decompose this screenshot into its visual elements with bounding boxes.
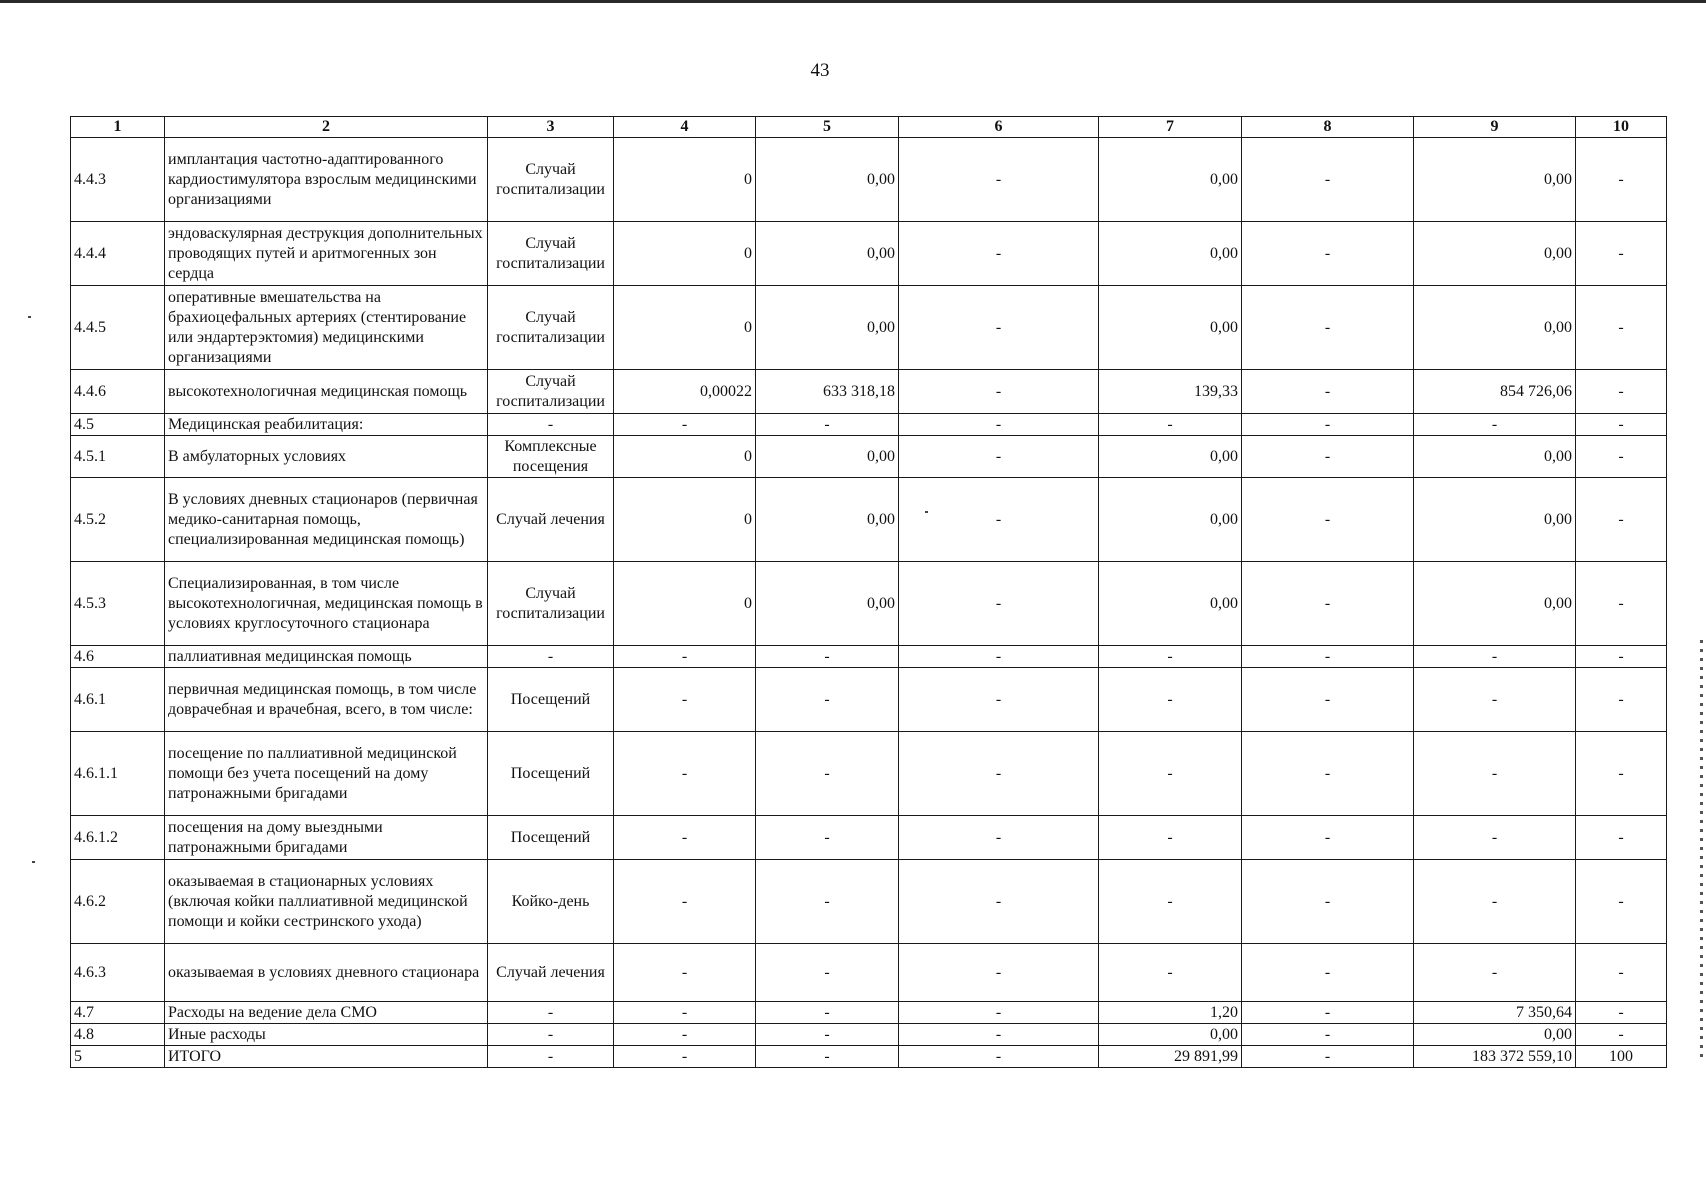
table-cell: - bbox=[614, 668, 756, 732]
table-cell: - bbox=[1242, 1024, 1414, 1046]
table-cell: - bbox=[1414, 414, 1576, 436]
table-cell: В условиях дневных стационаров (первичная медико-санитарная помощь, специализированная медицинская помощь) bbox=[165, 478, 488, 562]
table-cell: - bbox=[899, 732, 1099, 816]
table-cell: 633 318,18 bbox=[756, 370, 899, 414]
table-cell: - bbox=[756, 668, 899, 732]
table-cell: - bbox=[1414, 668, 1576, 732]
table-cell: 0,00 bbox=[1414, 286, 1576, 370]
table-cell: - bbox=[614, 1046, 756, 1068]
table-cell: оказываемая в стационарных условиях (включая койки паллиативной медицинской помощи и койки сестринского ухода) bbox=[165, 860, 488, 944]
table-cell: - bbox=[899, 860, 1099, 944]
table-cell: - bbox=[614, 1024, 756, 1046]
column-header: 7 bbox=[1099, 117, 1242, 138]
table-cell: 0,00 bbox=[756, 562, 899, 646]
table-cell: 0,00022 bbox=[614, 370, 756, 414]
table-cell: 0 bbox=[614, 436, 756, 478]
table-cell: Случай госпитализации bbox=[488, 562, 614, 646]
table-row bbox=[71, 668, 1667, 732]
table-cell: первичная медицинская помощь, в том числе доврачебная и врачебная, всего, в том числе: bbox=[165, 668, 488, 732]
scan-top-edge bbox=[0, 0, 1706, 3]
table-cell: 4.5.1 bbox=[71, 436, 165, 478]
table-row bbox=[71, 138, 1667, 222]
table-cell: - bbox=[1242, 668, 1414, 732]
table-cell: 0,00 bbox=[1414, 138, 1576, 222]
table-cell: 1,20 bbox=[1099, 1002, 1242, 1024]
page-number: 43 bbox=[810, 60, 830, 81]
table-cell: - bbox=[1099, 944, 1242, 1002]
table-cell: Случай госпитализации bbox=[488, 286, 614, 370]
table-cell: 4.8 bbox=[71, 1024, 165, 1046]
header-row bbox=[71, 117, 1667, 138]
table-cell: - bbox=[1242, 138, 1414, 222]
table-cell: - bbox=[1099, 646, 1242, 668]
table-cell: - bbox=[899, 370, 1099, 414]
table-cell: Посещений bbox=[488, 816, 614, 860]
table-cell: 0,00 bbox=[1099, 562, 1242, 646]
table-cell: - bbox=[1576, 286, 1667, 370]
table-cell: - bbox=[1576, 668, 1667, 732]
column-header: 3 bbox=[488, 117, 614, 138]
table-cell: - bbox=[1414, 646, 1576, 668]
table-cell: - bbox=[756, 646, 899, 668]
table-cell: - bbox=[1099, 414, 1242, 436]
table-cell: 183 372 559,10 bbox=[1414, 1046, 1576, 1068]
column-header: 5 bbox=[756, 117, 899, 138]
table-cell: 0,00 bbox=[1414, 562, 1576, 646]
table-cell: - bbox=[1242, 286, 1414, 370]
table-row bbox=[71, 286, 1667, 370]
table-row bbox=[71, 222, 1667, 286]
table-cell: 0,00 bbox=[1099, 478, 1242, 562]
table-row bbox=[71, 1002, 1667, 1024]
column-header: 1 bbox=[71, 117, 165, 138]
table-cell: 0,00 bbox=[756, 138, 899, 222]
table-cell: Случай госпитализации bbox=[488, 370, 614, 414]
table-cell: 7 350,64 bbox=[1414, 1002, 1576, 1024]
table-cell: - bbox=[1414, 860, 1576, 944]
table-cell: 4.6.3 bbox=[71, 944, 165, 1002]
table-cell: 0 bbox=[614, 138, 756, 222]
table-cell: 0,00 bbox=[1414, 478, 1576, 562]
table-cell: - bbox=[899, 646, 1099, 668]
table-row bbox=[71, 816, 1667, 860]
table-row bbox=[71, 646, 1667, 668]
table-cell: В амбулаторных условиях bbox=[165, 436, 488, 478]
table-cell: Комплексные посещения bbox=[488, 436, 614, 478]
table-cell: имплантация частотно-адаптированного кардиостимулятора взрослым медицинскими организациями bbox=[165, 138, 488, 222]
table-cell: - bbox=[614, 646, 756, 668]
table-cell: 0 bbox=[614, 562, 756, 646]
table-cell: - bbox=[899, 1002, 1099, 1024]
table-cell: ИТОГО bbox=[165, 1046, 488, 1068]
table-cell: - bbox=[756, 1046, 899, 1068]
table-cell: высокотехнологичная медицинская помощь bbox=[165, 370, 488, 414]
data-table bbox=[70, 116, 1667, 1068]
table-cell: - bbox=[1242, 562, 1414, 646]
table-row bbox=[71, 732, 1667, 816]
table-cell: 4.5.3 bbox=[71, 562, 165, 646]
table-cell: 4.6.1.1 bbox=[71, 732, 165, 816]
table-cell: - bbox=[1576, 414, 1667, 436]
scan-speck bbox=[925, 511, 928, 513]
table-row bbox=[71, 478, 1667, 562]
table-cell: - bbox=[1242, 436, 1414, 478]
table-cell: посещение по паллиативной медицинской помощи без учета посещений на дому патронажными бригадами bbox=[165, 732, 488, 816]
table-cell: - bbox=[899, 286, 1099, 370]
table-cell: - bbox=[1414, 732, 1576, 816]
table-cell: - bbox=[756, 732, 899, 816]
table-cell: 4.4.4 bbox=[71, 222, 165, 286]
table-cell: - bbox=[614, 1002, 756, 1024]
table-cell: - bbox=[1099, 732, 1242, 816]
table-cell: - bbox=[1576, 816, 1667, 860]
table-cell: - bbox=[756, 414, 899, 436]
table-cell: Специализированная, в том числе высокотехнологичная, медицинская помощь в условиях круглосуточного стационара bbox=[165, 562, 488, 646]
table-cell: - bbox=[1242, 370, 1414, 414]
table-cell: паллиативная медицинская помощь bbox=[165, 646, 488, 668]
table-cell: - bbox=[614, 732, 756, 816]
table-cell: - bbox=[899, 222, 1099, 286]
table-cell: 0,00 bbox=[1099, 1024, 1242, 1046]
table-cell: 29 891,99 bbox=[1099, 1046, 1242, 1068]
table-cell: Случай госпитализации bbox=[488, 222, 614, 286]
table-cell: - bbox=[1242, 1002, 1414, 1024]
table-cell: - bbox=[899, 1024, 1099, 1046]
scan-edge-marks bbox=[1700, 640, 1703, 1060]
table-cell: - bbox=[899, 436, 1099, 478]
table-cell: - bbox=[1242, 478, 1414, 562]
table-cell: - bbox=[1242, 646, 1414, 668]
table-row bbox=[71, 860, 1667, 944]
table-row bbox=[71, 562, 1667, 646]
table-cell: Случай лечения bbox=[488, 478, 614, 562]
table-cell: 4.6.2 bbox=[71, 860, 165, 944]
table-cell: Случай лечения bbox=[488, 944, 614, 1002]
table-cell: 0 bbox=[614, 478, 756, 562]
table-row bbox=[71, 370, 1667, 414]
table-cell: - bbox=[488, 1046, 614, 1068]
column-header: 9 bbox=[1414, 117, 1576, 138]
table-cell: - bbox=[1576, 646, 1667, 668]
table-cell: Медицинская реабилитация: bbox=[165, 414, 488, 436]
table-cell: Расходы на ведение дела СМО bbox=[165, 1002, 488, 1024]
table-row bbox=[71, 414, 1667, 436]
scan-speck bbox=[28, 316, 31, 318]
table-cell: - bbox=[488, 1024, 614, 1046]
table-cell: 0,00 bbox=[1099, 286, 1242, 370]
table-cell: - bbox=[614, 414, 756, 436]
table-cell: - bbox=[1242, 860, 1414, 944]
table-cell: - bbox=[614, 860, 756, 944]
table-cell: Посещений bbox=[488, 732, 614, 816]
table-cell: - bbox=[899, 668, 1099, 732]
table-cell: - bbox=[899, 138, 1099, 222]
table-cell: - bbox=[1576, 562, 1667, 646]
table-cell: 4.5 bbox=[71, 414, 165, 436]
table-cell: 0,00 bbox=[756, 222, 899, 286]
table-cell: 0,00 bbox=[1414, 222, 1576, 286]
table-cell: 0,00 bbox=[1099, 222, 1242, 286]
table-cell: 854 726,06 bbox=[1414, 370, 1576, 414]
scan-speck bbox=[32, 861, 35, 863]
table-cell: 0,00 bbox=[756, 286, 899, 370]
table-cell: 139,33 bbox=[1099, 370, 1242, 414]
column-header: 2 bbox=[165, 117, 488, 138]
table-cell: 4.4.3 bbox=[71, 138, 165, 222]
table-cell: - bbox=[1576, 436, 1667, 478]
table-cell: - bbox=[1576, 138, 1667, 222]
table-cell: - bbox=[1242, 414, 1414, 436]
table-cell: 0,00 bbox=[756, 478, 899, 562]
table-cell: Иные расходы bbox=[165, 1024, 488, 1046]
table-cell: - bbox=[1576, 732, 1667, 816]
table-cell: - bbox=[1576, 860, 1667, 944]
table-cell: - bbox=[488, 414, 614, 436]
table-cell: - bbox=[1414, 816, 1576, 860]
table-cell: оперативные вмешательства на брахиоцефальных артериях (стентирование или эндартерэктомия) медицинскими организациями bbox=[165, 286, 488, 370]
table-cell: - bbox=[1242, 1046, 1414, 1068]
table-cell: - bbox=[899, 414, 1099, 436]
table-cell: - bbox=[899, 1046, 1099, 1068]
table-cell: 0,00 bbox=[1099, 436, 1242, 478]
table-cell: - bbox=[488, 1002, 614, 1024]
table-cell: - bbox=[756, 1002, 899, 1024]
table-cell: 0,00 bbox=[1414, 1024, 1576, 1046]
table-cell: 100 bbox=[1576, 1046, 1667, 1068]
table-cell: - bbox=[899, 944, 1099, 1002]
table-cell: посещения на дому выездными патронажными бригадами bbox=[165, 816, 488, 860]
table-cell: - bbox=[1576, 222, 1667, 286]
table-cell: - bbox=[1242, 222, 1414, 286]
table-cell: 4.6.1.2 bbox=[71, 816, 165, 860]
column-header: 6 bbox=[899, 117, 1099, 138]
table-cell: - bbox=[756, 944, 899, 1002]
table-cell: 4.5.2 bbox=[71, 478, 165, 562]
table-cell: - bbox=[899, 816, 1099, 860]
table-row bbox=[71, 944, 1667, 1002]
table-cell: - bbox=[1242, 732, 1414, 816]
table-body bbox=[71, 138, 1667, 1068]
table-cell: - bbox=[756, 1024, 899, 1046]
table-cell: - bbox=[899, 562, 1099, 646]
table-cell: - bbox=[1576, 478, 1667, 562]
table-cell: - bbox=[1576, 1024, 1667, 1046]
table-row bbox=[71, 1046, 1667, 1068]
table-cell: - bbox=[899, 478, 1099, 562]
table-cell: 0,00 bbox=[1414, 436, 1576, 478]
table-cell: 0,00 bbox=[1099, 138, 1242, 222]
table-cell: - bbox=[1242, 816, 1414, 860]
table-cell: оказываемая в условиях дневного стационара bbox=[165, 944, 488, 1002]
table-cell: 4.6 bbox=[71, 646, 165, 668]
table-cell: 5 bbox=[71, 1046, 165, 1068]
table-cell: 4.7 bbox=[71, 1002, 165, 1024]
table-cell: - bbox=[1099, 668, 1242, 732]
table-cell: 0 bbox=[614, 222, 756, 286]
table-cell: 4.4.5 bbox=[71, 286, 165, 370]
column-header: 8 bbox=[1242, 117, 1414, 138]
table-cell: - bbox=[1576, 1002, 1667, 1024]
table-cell: 4.6.1 bbox=[71, 668, 165, 732]
table-row bbox=[71, 436, 1667, 478]
table-cell: - bbox=[756, 860, 899, 944]
table-cell: - bbox=[488, 646, 614, 668]
table-cell: - bbox=[1242, 944, 1414, 1002]
table-row bbox=[71, 1024, 1667, 1046]
table-cell: - bbox=[1099, 860, 1242, 944]
column-header: 10 bbox=[1576, 117, 1667, 138]
table-cell: Посещений bbox=[488, 668, 614, 732]
table-cell: - bbox=[1099, 816, 1242, 860]
table-cell: Койко-день bbox=[488, 860, 614, 944]
table-cell: 0,00 bbox=[756, 436, 899, 478]
table-cell: - bbox=[1414, 944, 1576, 1002]
column-header: 4 bbox=[614, 117, 756, 138]
table-cell: 0 bbox=[614, 286, 756, 370]
table-cell: - bbox=[614, 816, 756, 860]
table-cell: 4.4.6 bbox=[71, 370, 165, 414]
table-cell: - bbox=[1576, 370, 1667, 414]
table-cell: - bbox=[614, 944, 756, 1002]
table-cell: - bbox=[756, 816, 899, 860]
table-cell: - bbox=[1576, 944, 1667, 1002]
table-cell: эндоваскулярная деструкция дополнительных проводящих путей и аритмогенных зон сердца bbox=[165, 222, 488, 286]
table-cell: Случай госпитализации bbox=[488, 138, 614, 222]
